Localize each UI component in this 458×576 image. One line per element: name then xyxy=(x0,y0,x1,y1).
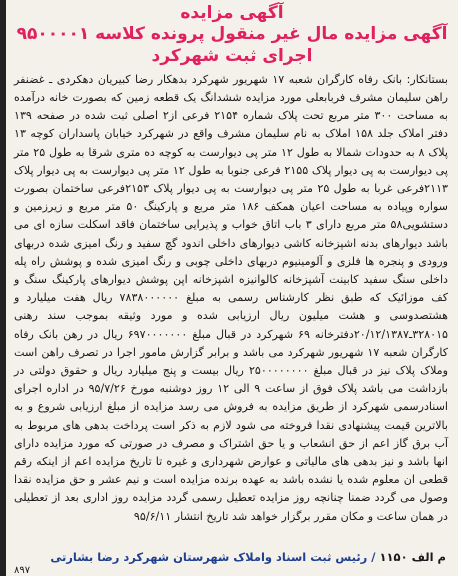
notice-footer: م الف ۱۱۵۰ / رئیس ثبت اسناد واملاک شهرستان شهرکرد رضا بشارتی xyxy=(50,550,446,564)
footer-signature: رئیس ثبت اسناد واملاک شهرستان شهرکرد رضا بشارتی xyxy=(50,550,368,564)
footer-code: م الف ۱۱۵۰ xyxy=(379,550,446,564)
notice-title: آگهی مزایده xyxy=(180,3,284,23)
corner-number: ۸۹۷ xyxy=(14,565,31,576)
notice-body: بستانکار: بانک رفاه کارگران شعبه ۱۷ شهریور شهرکرد بدهکار رضا کبیریان دهکردی ـ غضنفر راهن سلیمان مشرف فربابعلی مورد مزایده ششدانگ یک قطعه زمین که بصورت خانه درآمده به مساحت ۳۰۰ متر مربع تحت پلاک شماره ۲۱۵۴ فرعی از۲ اصلی ثبت شده در صفحه ۱۳۹ دفتر املاک جلد ۱۵۸ املاک به نام سلیمان مشرف واقع در شهرکرد خیابان پاسداران کوچه ۱۳ پلاک ۸ به حدودات شمالا به طول ۱۲ متر پی دیوارست به کوچه ده متری شرقا به طول ۲۵ متر پی دیوارست به پی دیوار پلاک ۲۱۵۵ فرعی جنوبا به طول ۱۲ متر پی دیوارست به پی دیوار پلاک ۲۱۱۳فرعی غربا به طول ۲۵ متر پی دیوارست به پی دیوار پلاک ۲۱۵۳فرعی ساختمان بصورت سواره وپیاده به مساحت اعیان همکف ۱۸۶ متر مربع و پارکینگ ۵۰ متر مربع و زیرزمین و دستشویی۵۸ متر مربع دارای ۳ باب اتاق خواب و پذیرایی ساختمان فاقد اسکلت سازه ای می باشد دیوارهای بدنه اشپزخانه کاشی دیوارهای داخلی اندود گچ سفید و رنگ امیزی شده دربهای ورودی و پنجره ها فلزی و آلومینیوم دربهای داخلی چوبی و رنگ امیزی شده و پوشش راه پله داخلی سنگ سفید کابینت آشپزخانه کالوانیزه اشپزخانه اپن پوشش دیوارهای پارکینگ سنگ و کف موزائیک که طبق نظر کارشناس رسمی به مبلغ ۷۸۳۸۰۰۰۰۰۰ ریال هفت میلیارد و هشتصدوسی و هشت میلیون ریال ارزیابی شده و مورد وثیقه بموجب سند رهنی ۳۲۸۰۱۵ـ۲۰/۱۲/۱۳۸۷دفترخانه ۶۹ شهرکرد در قبال مبلغ ۶۹۷۰۰۰۰۰۰۰ ریال در رهن بانک رفاه کارگران شعبه ۱۷ شهریور شهرکرد می باشد و برابر گزارش مامور اجرا در تصرف راهن است وملاک پلاک نیز در قبال مبلغ ۲۵۰۰۰۰۰۰۰۰ ریال بیست و پنج میلیارد ریال و حقوق دولتی در بازداشت می باشد پلاک فوق از ساعت ۹ الی ۱۲ روز دوشنبه مورخ ۹۵/۷/۲۶ در اداره اجرای اسنادرسمی شهرکرد از طریق مزایده به فروش می رسد مزایده از مبلغ ارزیابی شروع و به بالاترین قیمت پیشنهادی نقدا فروخته می شود لازم به ذکر است پرداخت بدهی های مربوط به آب برق گاز اعم از حق انشعاب و یا حق اشتراک و مصرف در صورتی که مورد مزایده دارای انها باشد و نیز بدهی های مالیاتی و عوارض شهرداری و غیره تا تاریخ مزایده اعم از اینکه رقم قطعی ان معلوم شده یا نشده باشد به عهده برنده مزایده است و نیم عشر و حق مزایده نقدا وصول می گردد ضمنا چنانچه روز مزایده تعطیل رسمی گردد مزایده روز اداری بعد از تعطیلی در همان ساعت و مکان مقرر برگزار خواهد شد تاریخ انتشار ۹۵/۶/۱۱ xyxy=(14,72,449,523)
notice-subtitle: آگهی مزایده مال غیر منقول پرونده کلاسه ۹۵۰۰۰۰۱ اجرای ثبت شهرکرد xyxy=(16,24,448,66)
